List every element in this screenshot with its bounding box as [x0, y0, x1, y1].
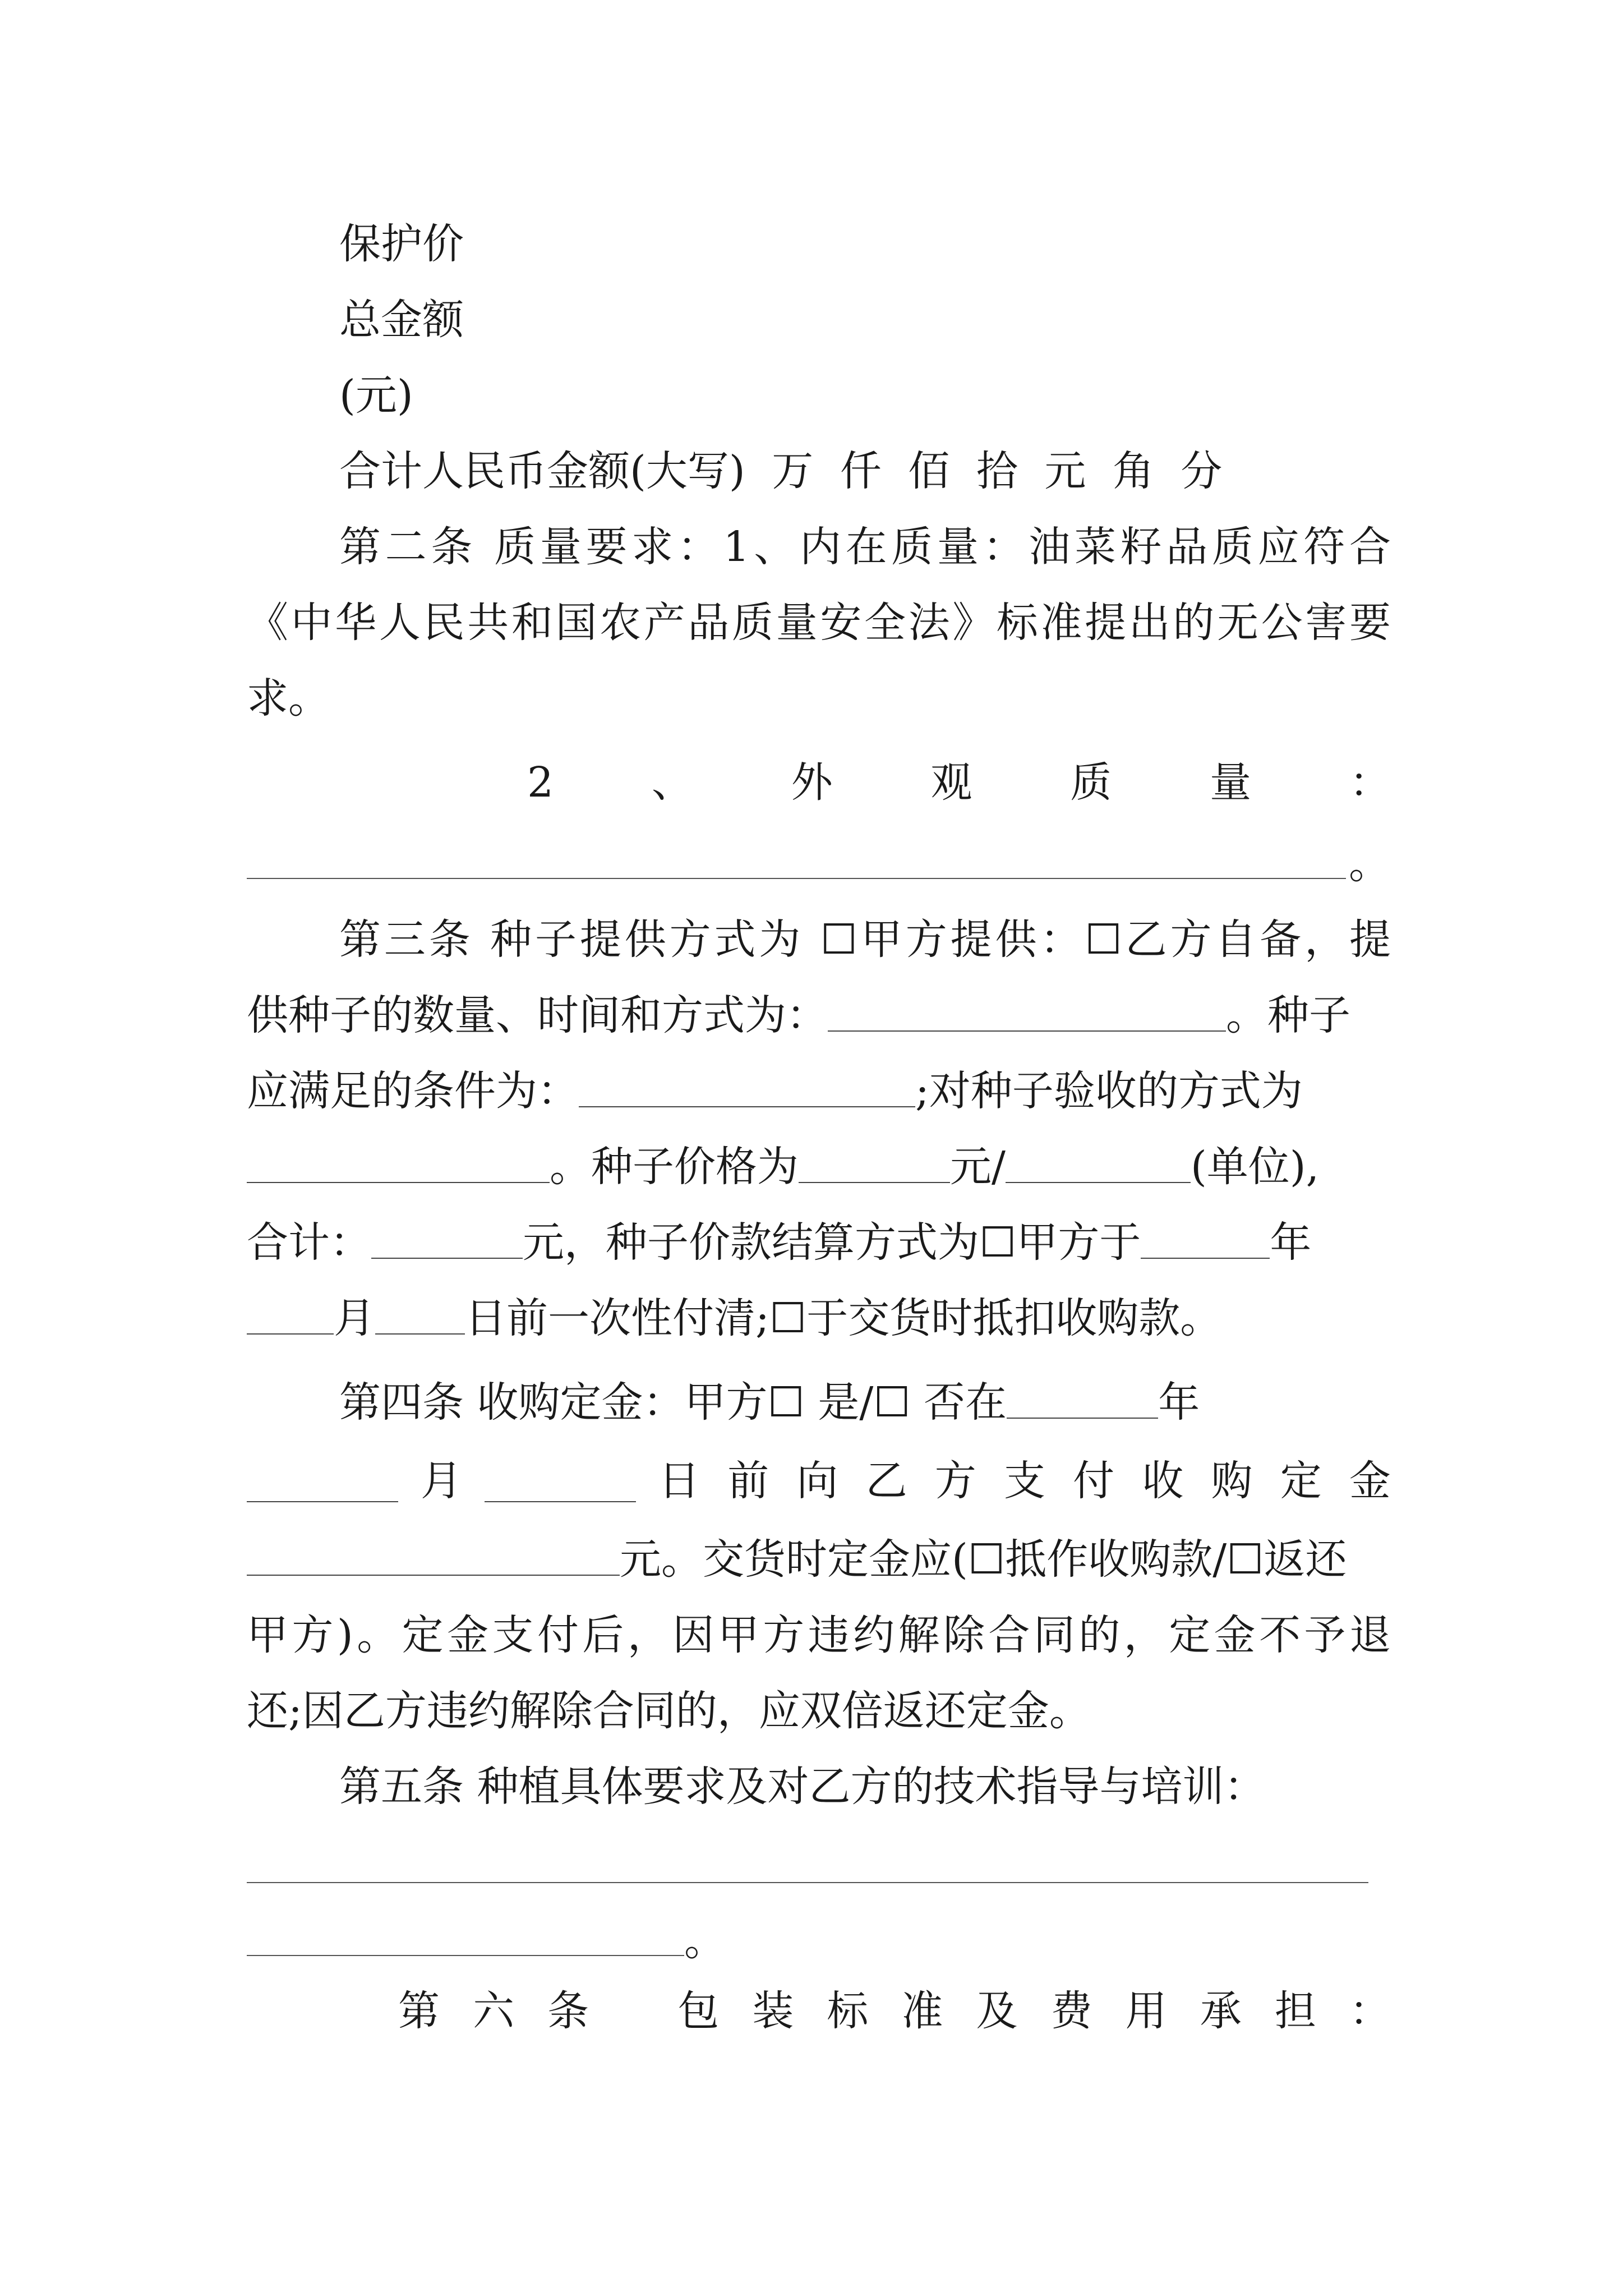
blank-field[interactable]: [247, 1292, 334, 1335]
text-fragment: 应满足的条件为：: [247, 1067, 579, 1115]
blank-field[interactable]: [375, 1292, 465, 1335]
blank-field[interactable]: [1141, 1216, 1270, 1259]
text-fragment: 元/: [950, 1143, 1006, 1191]
text-fragment: 元。交货时定金应(☐抵作收购款/☐返还: [620, 1535, 1347, 1584]
text-line: 合计人民币金额(大写) 万 仟 佰 拾 元 角 分: [339, 447, 1223, 495]
text-fragment: 承: [1200, 1987, 1242, 2035]
text-fragment: 合计：: [247, 1218, 371, 1267]
text-fragment: ：: [1349, 1987, 1391, 2035]
text-fragment: 。种子价格为: [550, 1143, 799, 1191]
text-line: [247, 1447, 1391, 1515]
text-line: (元): [339, 371, 413, 420]
text-fragment: 六: [473, 1987, 515, 2035]
text-fragment: 第: [398, 1987, 440, 2035]
text-fragment: 付: [1073, 1457, 1115, 1505]
text-fragment: 、: [651, 758, 693, 807]
fill-in-rule: [247, 1882, 1368, 1883]
text-fragment: 及: [976, 1987, 1018, 2035]
text-line: [247, 1526, 1391, 1593]
text-line: 甲方)。定金支付后，因甲方违约解除合同的，定金不予退: [247, 1611, 1391, 1659]
text-line: [247, 1285, 1391, 1352]
text-fragment: 外: [791, 758, 833, 807]
text-fragment: 购: [1211, 1457, 1253, 1505]
text-fragment: 观: [930, 758, 972, 807]
text-line: 《中华人民共和国农产品质量安全法》标准提出的无公害要: [247, 599, 1391, 647]
text-fragment: 量: [1210, 758, 1252, 807]
spacer: [622, 1977, 644, 2045]
text-line: 。: [1349, 840, 1390, 888]
text-fragment: 标: [827, 1987, 869, 2035]
text-line: 总金额: [339, 296, 464, 344]
text-fragment: 2: [527, 758, 554, 807]
article-2-heading: 第二条 质量要求：1、内在质量：油菜籽品质应符合: [339, 523, 1391, 571]
text-fragment: 乙: [865, 1457, 907, 1505]
text-fragment: 费: [1050, 1987, 1092, 2035]
fill-in-rule: [247, 1955, 684, 1956]
text-line: [247, 982, 1391, 1049]
text-fragment: 年: [1270, 1218, 1312, 1267]
text-fragment: 年: [1158, 1378, 1200, 1427]
text-fragment: 第四条 收购定金：甲方☐ 是/☐ 否在: [339, 1378, 1007, 1427]
blank-field[interactable]: [579, 1065, 915, 1107]
text-fragment: 方: [934, 1457, 976, 1505]
text-line: [247, 1209, 1391, 1276]
text-fragment: 。种子: [1226, 991, 1350, 1039]
blank-field[interactable]: [247, 1533, 620, 1576]
blank-field[interactable]: [247, 1460, 398, 1502]
blank-field[interactable]: [247, 1140, 550, 1183]
article-6-heading: [398, 1977, 1391, 2045]
text-line: [247, 1133, 1391, 1200]
text-fragment: 包: [677, 1987, 720, 2035]
blank-field[interactable]: [371, 1216, 523, 1259]
article-5-heading: 第五条 种植具体要求及对乙方的技术指导与培训：: [339, 1763, 1266, 1811]
text-line: 。: [684, 1917, 726, 1965]
text-fragment: 供种子的数量、时间和方式为：: [247, 991, 828, 1039]
blank-field[interactable]: [485, 1460, 636, 1502]
text-fragment: 元，种子价款结算方式为☐甲方于: [523, 1218, 1141, 1267]
blank-field[interactable]: [1007, 1376, 1158, 1419]
blank-field[interactable]: [799, 1140, 950, 1183]
fill-in-rule: [247, 878, 1346, 879]
text-fragment: 月: [421, 1457, 462, 1505]
text-fragment: 向: [796, 1457, 838, 1505]
text-line: [247, 1057, 1391, 1125]
text-fragment: 质: [1070, 758, 1112, 807]
text-line: 保护价: [339, 220, 464, 268]
text-fragment: 日前一次性付清;☐于交货时抵扣收购款。: [465, 1294, 1222, 1342]
text-fragment: 日: [658, 1457, 700, 1505]
blank-field[interactable]: [828, 989, 1226, 1032]
text-fragment: 定: [1280, 1457, 1322, 1505]
appearance-quality-line: [527, 749, 1391, 816]
text-fragment: 条: [547, 1987, 589, 2035]
blank-field[interactable]: [1006, 1140, 1191, 1183]
text-fragment-group: [658, 1447, 1391, 1515]
article-4-heading: [339, 1369, 1391, 1436]
text-fragment: 收: [1142, 1457, 1184, 1505]
text-fragment: 前: [727, 1457, 769, 1505]
text-fragment: ;对种子验收的方式为: [915, 1067, 1303, 1115]
text-fragment: ：: [1349, 758, 1391, 807]
text-fragment: (单位),: [1190, 1143, 1320, 1191]
text-line: 还;因乙方违约解除合同的，应双倍返还定金。: [247, 1687, 1091, 1735]
text-fragment: 装: [752, 1987, 794, 2035]
text-fragment: 担: [1274, 1987, 1316, 2035]
text-fragment: 用: [1125, 1987, 1167, 2035]
text-fragment: 月: [334, 1294, 375, 1342]
text-fragment: 支: [1003, 1457, 1045, 1505]
text-line: 求。: [247, 674, 330, 723]
text-fragment: 金: [1349, 1457, 1391, 1505]
text-fragment: 准: [901, 1987, 943, 2035]
article-3-heading: 第三条 种子提供方式为 ☐甲方提供：☐乙方自备，提: [339, 915, 1391, 964]
